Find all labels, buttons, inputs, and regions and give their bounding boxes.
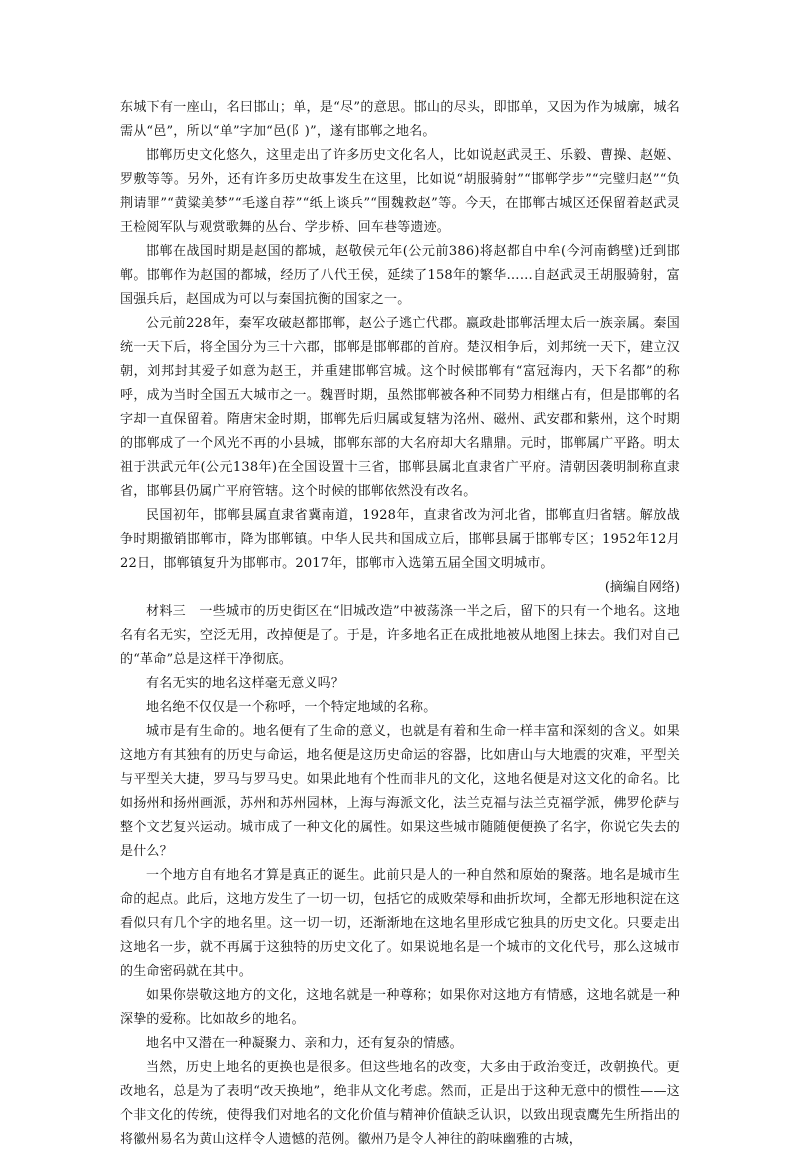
paragraph: 邯郸在战国时期是赵国的都城，赵敬侯元年(公元前386)将赵都自中牟(今河南鹤壁)迁到邯郸。邯郸作为赵国的都城，经历了八代王侯，延续了158年的繁华……自赵武灵王胡服骑射，富国强兵后，赵国成为可以与秦国抗衡的国家之一。 (120, 244, 680, 307)
paragraph: 地名中又潜在一种凝聚力、亲和力，还有复杂的情感。 (146, 1036, 463, 1051)
article-section-handan (120, 96, 680, 576)
document-page (120, 96, 680, 1152)
paragraph: 民国初年，邯郸县属直隶省冀南道，1928年，直隶省改为河北省，邯郸直归省辖。解放战争时期撤销邯郸市，降为邯郸镇。中华人民共和国成立后，邯郸县属于邯郸专区；1952年12月22日，邯郸镇复升为邯郸市。2017年，邯郸市入选第五届全国文明城市。 (120, 508, 680, 571)
paragraph: 公元前228年，秦军攻破赵都邯郸，赵公子逃亡代郡。嬴政赴邯郸活埋太后一族亲属。秦国统一天下后，将全国分为三十六郡，邯郸是邯郸郡的首府。楚汉相争后，刘邦统一天下，建立汉朝，刘邦封其爱子如意为赵王，并重建邯郸宫城。这个时候邯郸有“富冠海内，天下名都”的称呼，成为当时全国五大城市之一。魏晋时期，虽然邯郸被各种不同势力相继占有，但是邯郸的名字却一直保留着。隋唐宋金时期，邯郸先后归属或复辖为洺州、磁州、武安郡和紫州，这个时期的邯郸成了一个风光不再的小县城，邯郸东部的大名府却大名鼎鼎。元时，邯郸属广平路。明太祖于洪武元年(公元138年)在全国设置十三省，邯郸县属北直隶省广平府。清朝因袭明制称直隶省，邯郸县仍属广平府管辖。这个时候的邯郸依然没有改名。 (120, 316, 680, 499)
paragraph: 材料三 一些城市的历史街区在“旧城改造”中被荡涤一半之后，留下的只有一个地名。这地名有名无实，空泛无用，改掉便是了。于是，许多地名正在成批地被从地图上抹去。我们对自己的“革命”总是这样干净彻底。 (120, 604, 680, 667)
paragraph: 当然，历史上地名的更换也是很多。但这些地名的改变，大多由于政治变迁，改朝换代。更改地名，总是为了表明“改天换地”，绝非从文化考虑。然而，正是出于这种无意中的惯性——这个非文化的传统，使得我们对地名的文化价值与精神价值缺乏认识，以致出现袁鹰先生所指出的将徽州易名为黄山这样令人遗憾的范例。徽州乃是令人神往的韵味幽雅的古城， (120, 1060, 680, 1147)
paragraph: 地名绝不仅仅是一个称呼，一个特定地域的名称。 (146, 700, 437, 715)
paragraph: 如果你崇敬这地方的文化，这地名就是一种尊称；如果你对这地方有情感，这地名就是一种深挚的爱称。比如故乡的地名。 (120, 988, 680, 1027)
paragraph: 一个地方自有地名才算是真正的诞生。此前只是人的一种自然和原始的聚落。地名是城市生命的起点。此后，这地方发生了一切一切，包括它的成败荣辱和曲折坎坷，全都无形地积淀在这看似只有几个字的地名里。这一切一切，还渐渐地在这地名里形成它独具的历史文化。只要走出这地名一步，就不再属于这独特的历史文化了。如果说地名是一个城市的文化代号，那么这城市的生命密码就在其中。 (120, 868, 680, 979)
paragraph: 邯郸历史文化悠久，这里走出了许多历史文化名人，比如说赵武灵王、乐毅、曹操、赵姬、罗敷等等。另外，还有许多历史故事发生在这里，比如说“胡服骑射”“邯郸学步”“完璧归赵”“负荆请罪”“黄粱美梦”“毛遂自荐”“纸上谈兵”“围魏救赵”等。今天，在邯郸古城区还保留着赵武灵王检阅军队与观赏歌舞的丛台、学步桥、回车巷等遗迹。 (120, 148, 680, 235)
paragraph: 城市是有生命的。地名便有了生命的意义，也就是有着和生命一样丰富和深刻的含义。如果这地方有其独有的历史与命运，地名便是这历史命运的容器，比如唐山与大地震的灾难，平型关与平型关大捷，罗马与罗马史。如果此地有个性而非凡的文化，这地名便是对这文化的命名。比如扬州和扬州画派，苏州和苏州园林，上海与海派文化，法兰克福与法兰克福学派，佛罗伦萨与整个文艺复兴运动。城市成了一种文化的属性。如果这些城市随随便便换了名字，你说它失去的是什么？ (120, 724, 680, 859)
source-note: (摘编自网络) (604, 580, 680, 595)
paragraph: 东城下有一座山，名曰邯山；单，是“尽”的意思。邯山的尽头，即邯单，又因为作为城廓，城名需从“邑”，所以“单”字加“邑(阝)”，遂有邯郸之地名。 (120, 100, 680, 139)
paragraph: 有名无实的地名这样毫无意义吗？ (146, 676, 345, 691)
article-section-material-three (120, 600, 680, 1152)
